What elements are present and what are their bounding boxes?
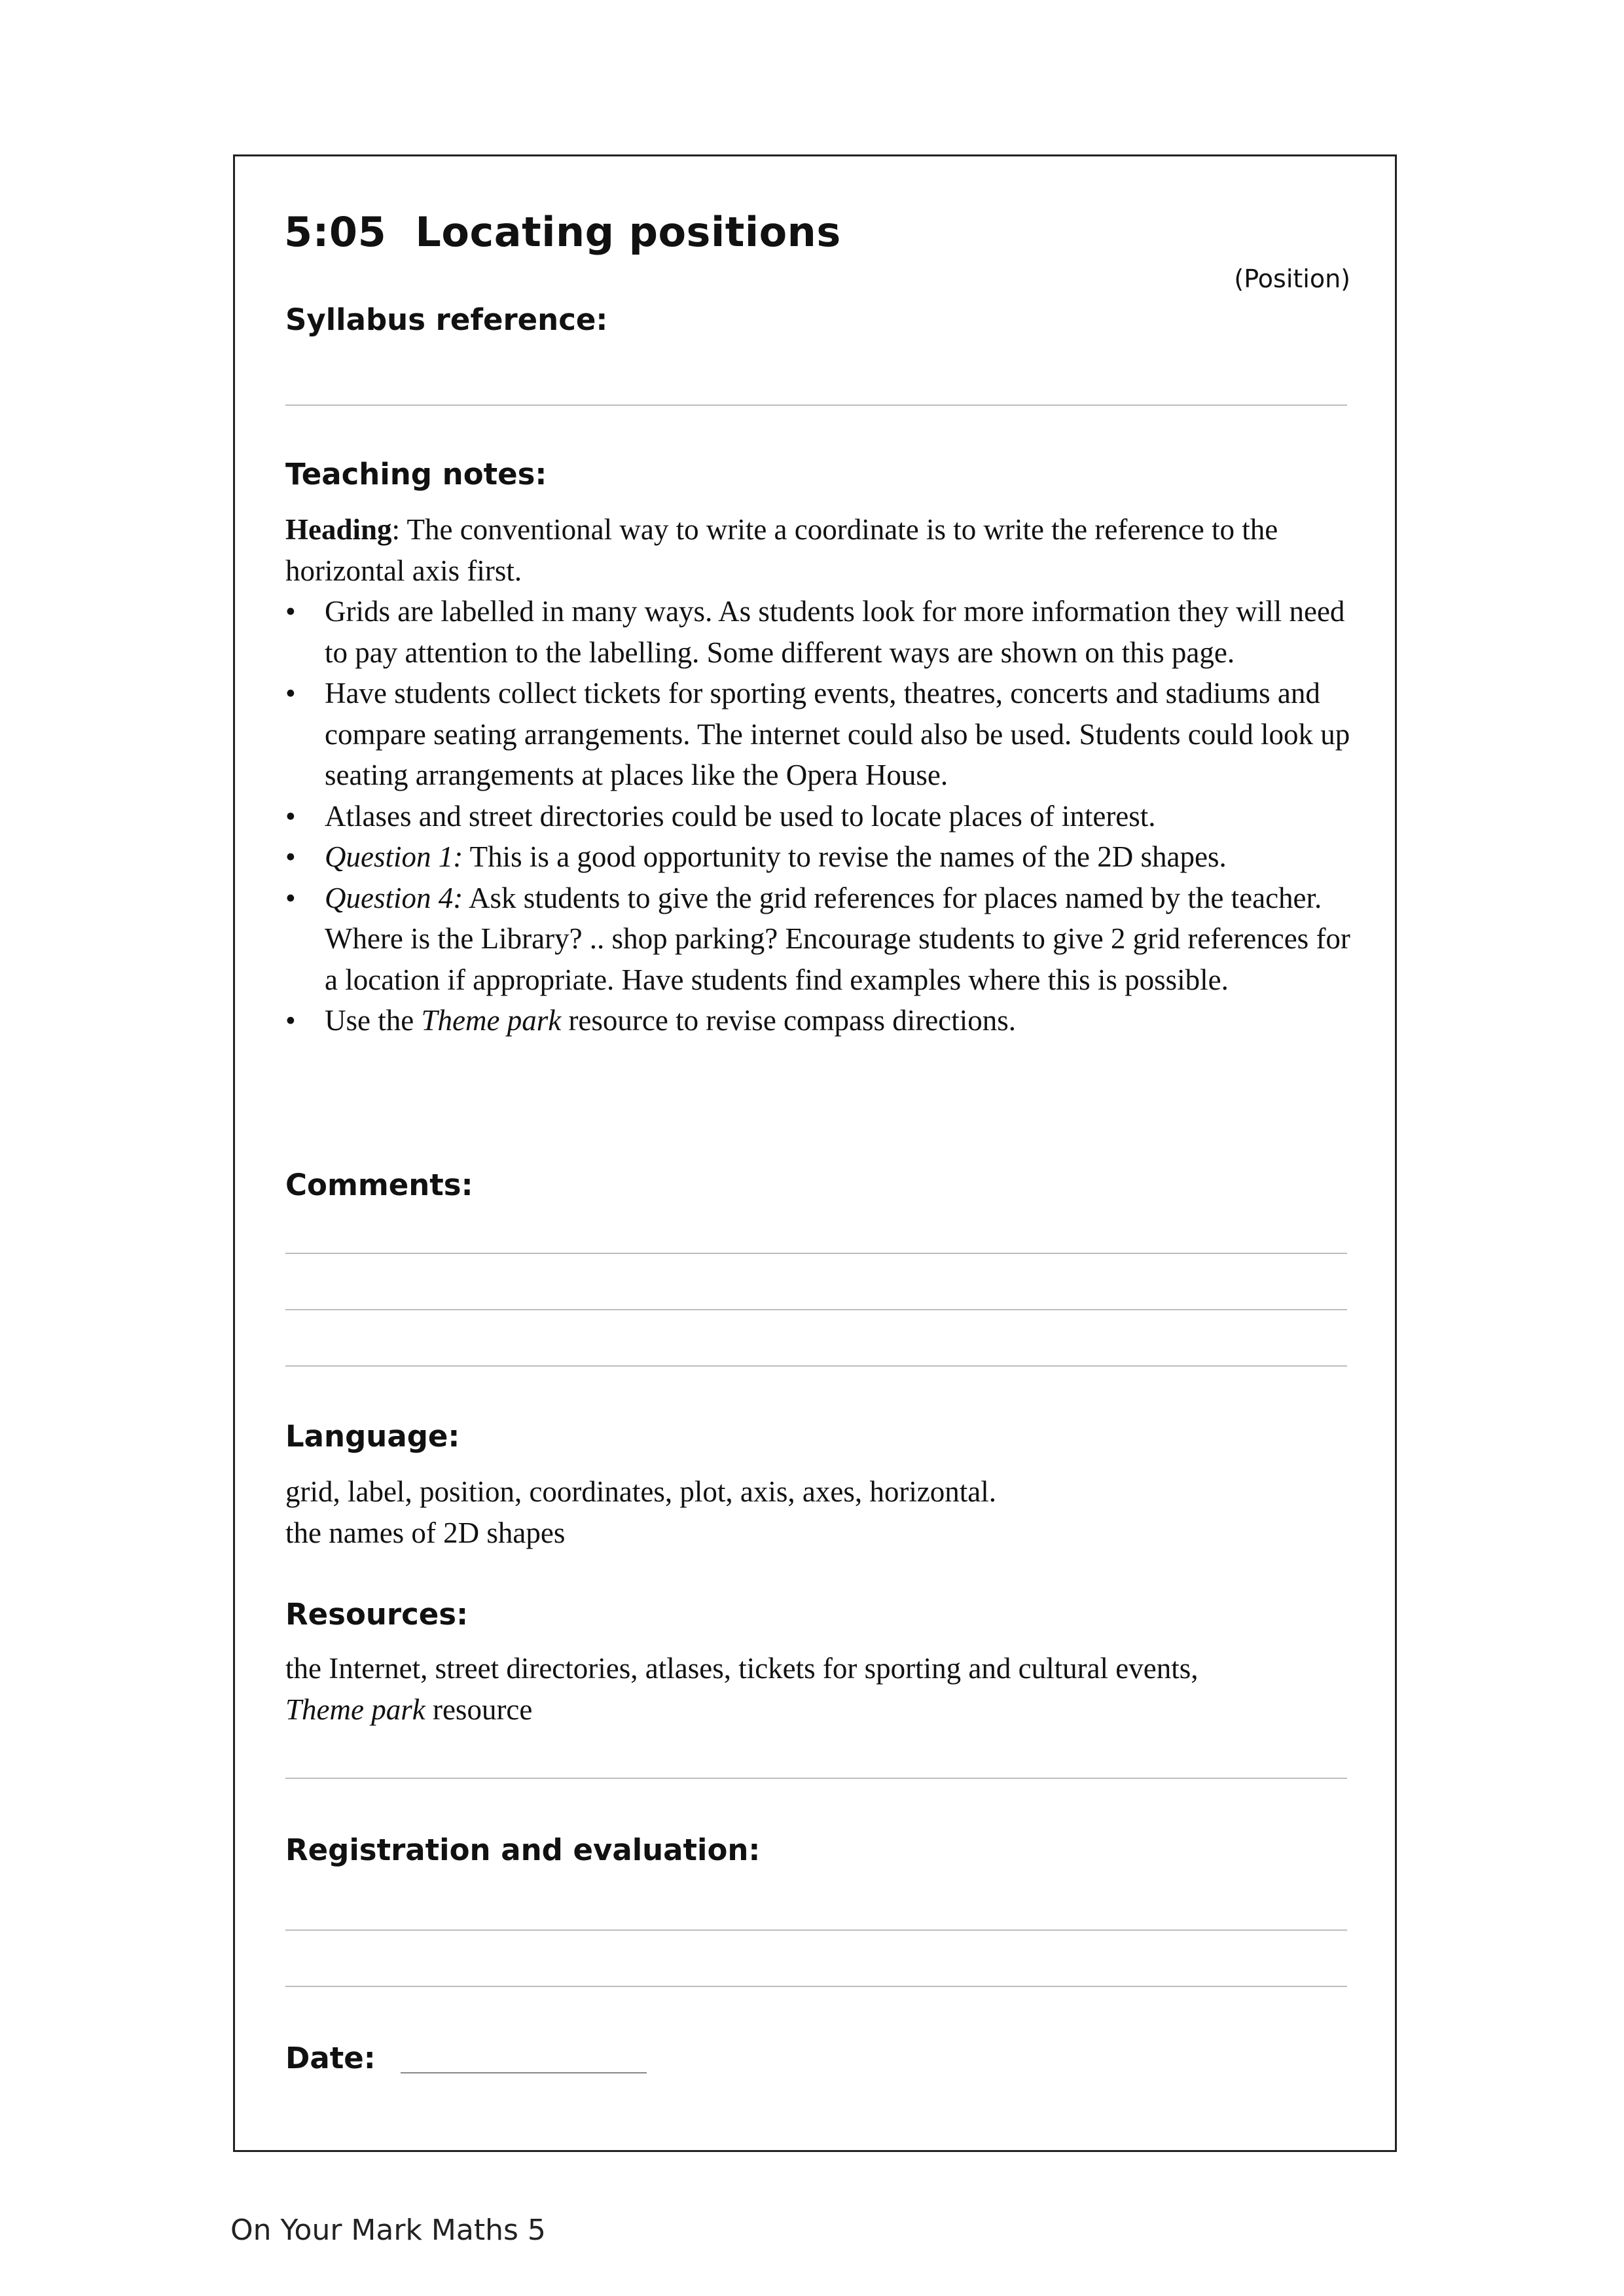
syllabus-heading: Syllabus reference: bbox=[285, 302, 608, 337]
resources-heading: Resources: bbox=[285, 1597, 469, 1632]
syllabus-line[interactable] bbox=[285, 404, 1347, 406]
comments-line-2[interactable] bbox=[285, 1309, 1347, 1310]
resources-line[interactable] bbox=[285, 1778, 1347, 1779]
list-item: • Question 4: Ask students to give the grid references for places named by the teacher. Where is the Library? .. shop parking? Encourage students to give 2 grid references for a location if appropriate. Have students find examples where this is possible. bbox=[285, 881, 1350, 996]
resources-body: the Internet, street directories, atlases, tickets for sporting and cultural events, Theme park resource bbox=[285, 1652, 1199, 1726]
teaching-bullet-list bbox=[285, 591, 1359, 1041]
comments-heading: Comments: bbox=[285, 1168, 473, 1202]
teaching-notes-body bbox=[285, 509, 1359, 1041]
list-item: • Use the Theme park resource to revise compass directions. bbox=[285, 1004, 1016, 1037]
teaching-notes-heading: Teaching notes: bbox=[285, 457, 547, 492]
list-item: • Question 1: This is a good opportunity to revise the names of the 2D shapes. bbox=[285, 840, 1227, 873]
registration-line-1[interactable] bbox=[285, 1929, 1347, 1931]
registration-line-2[interactable] bbox=[285, 1986, 1347, 1987]
list-item: • Atlases and street directories could be used to locate places of interest. bbox=[285, 799, 1156, 833]
language-heading: Language: bbox=[285, 1419, 460, 1454]
topic-tag: (Position) bbox=[1234, 264, 1350, 293]
teaching-intro: Heading: The conventional way to write a coordinate is to write the reference to the horizontal axis first. bbox=[285, 513, 1278, 587]
date-field[interactable] bbox=[401, 2072, 647, 2073]
registration-heading: Registration and evaluation: bbox=[285, 1833, 761, 1867]
language-body: grid, label, position, coordinates, plot, axis, axes, horizontal. the names of 2D shapes bbox=[285, 1475, 997, 1549]
list-item: • Grids are labelled in many ways. As students look for more information they will need to pay attention to the labelling. Some different ways are shown on this page. bbox=[285, 595, 1345, 669]
comments-line-1[interactable] bbox=[285, 1253, 1347, 1254]
comments-line-3[interactable] bbox=[285, 1365, 1347, 1367]
list-item: • Have students collect tickets for sporting events, theatres, concerts and stadiums and compare seating arrangements. The internet could also be used. Students could look up seating arrangements at places like the Opera House. bbox=[285, 677, 1350, 791]
page-title: 5:05 Locating positions bbox=[284, 208, 841, 256]
footer-text: On Your Mark Maths 5 bbox=[230, 2214, 546, 2247]
date-label: Date: bbox=[285, 2041, 376, 2075]
